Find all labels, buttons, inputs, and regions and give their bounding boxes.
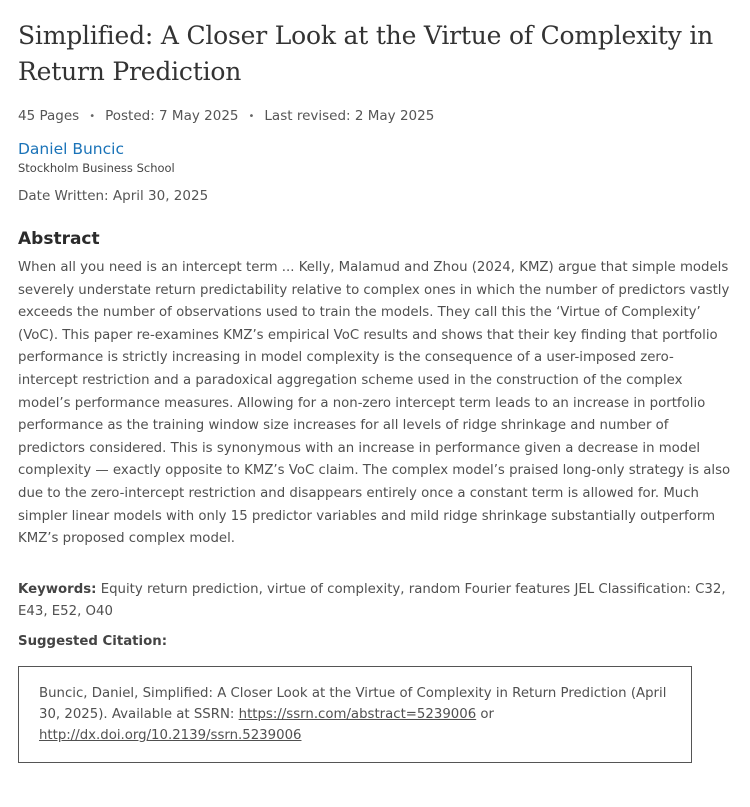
citation-text: Buncic, Daniel, Simplified: A Closer Look at the Virtue of Complexity in Return Prediction (April 30, 2025). Available at SSRN: — [39, 685, 667, 722]
author-affiliation: Stockholm Business School — [18, 161, 175, 175]
citation-box — [18, 666, 692, 763]
page-count: 45 Pages — [18, 108, 80, 124]
keywords — [18, 579, 734, 623]
ssrn-link[interactable]: https://ssrn.com/abstract=5239006 — [238, 706, 477, 722]
revised-date: Last revised: 2 May 2025 — [264, 108, 435, 124]
suggested-citation-label: Suggested Citation: — [18, 633, 168, 649]
abstract-text: When all you need is an intercept term ... Kelly, Malamud and Zhou (2024, KMZ) argue that simple models severely understate return predictability relative to complex ones in which the number of predictors vastly exceeds the number of observations used to train the models. They call this the ‘Virtue of Complexity’ (VoC). This paper re-examines KMZ’s empirical VoC results and shows that their key finding that portfolio performance is strictly increasing in model complexity is the consequence of a user-imposed zero- intercept restriction and a paradoxical aggregation scheme used in the construction of the complex model’s performance measures. Allowing for a non-zero intercept term leads to an increase in portfolio performance as the training window size increases for all levels of ridge shrinkage and number of predictors considered. This is synonymous with an increase in performance given a decrease in model complexity — exactly opposite to KMZ’s VoC claim. The complex model’s praised long-only strategy is also due to the zero-intercept restriction and disappears entirely once a constant term is allowed for. Much simpler linear models with only 15 predictor variables and mild ridge shrinkage substantially outperform KMZ’s proposed complex model. — [18, 260, 731, 547]
separator-dot-icon: • — [248, 110, 255, 122]
paper-title: Simplified: A Closer Look at the Virtue of Complexity in Return Prediction — [18, 21, 714, 86]
date-written: Date Written: April 30, 2025 — [18, 188, 209, 204]
citation-or: or — [476, 706, 494, 722]
abstract-heading: Abstract — [18, 229, 100, 249]
keywords-text: Equity return prediction, virtue of complexity, random Fourier features JEL Classification: C32, E43, E52, O40 — [18, 581, 726, 619]
posted-date: Posted: 7 May 2025 — [105, 108, 239, 124]
keywords-label: Keywords: — [18, 581, 97, 597]
author-link[interactable]: Daniel Buncic — [18, 140, 124, 158]
separator-dot-icon: • — [89, 110, 96, 122]
paper-meta — [18, 106, 734, 126]
doi-link[interactable]: http://dx.doi.org/10.2139/ssrn.5239006 — [39, 727, 302, 743]
